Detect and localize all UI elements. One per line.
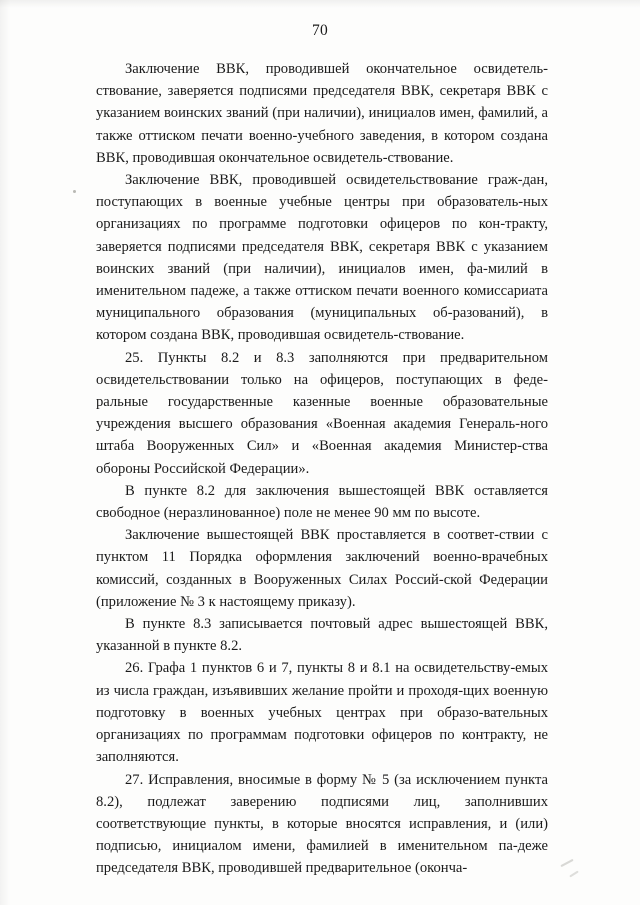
paragraph: Заключение вышестоящей ВВК проставляется в соответ-ствии с пунктом 11 Порядка оформления заключений военно-врачебных комиссий, созданных в Вооруженных Силах Россий-ской Федерации (приложение № 3 к настоящему приказу). xyxy=(96,527,548,610)
page-edge-shading-top xyxy=(0,0,640,8)
scan-artifact xyxy=(569,871,579,878)
scan-artifact xyxy=(560,859,573,867)
paragraph: 27. Исправления, вносимые в форму № 5 (за исключением пункта 8.2), подлежат заверению подписями лиц, заполнивших соответствующие пункты, в которые вносятся исправления, и (или) подписью, инициалом имени, фамилией в именительном па-деже председателя ВВК, проводившей предварительное (оконча- xyxy=(96,771,548,877)
paragraph: В пункте 8.2 для заключения вышестоящей ВВК оставляется свободное (неразлинованное) поле не менее 90 мм по высоте. xyxy=(96,482,548,522)
paragraph: 25. Пункты 8.2 и 8.3 заполняются при предварительном освидетельствовании только на офицеров, поступающих в феде-ральные государственные казенные военные образовательные учреждения высшего образования «Военная академия Генераль-ного штаба Вооруженных Сил» и «Военная академия Министер-ства обороны Российской Федерации». xyxy=(96,349,548,477)
paragraph: 26. Графа 1 пунктов 6 и 7, пункты 8 и 8.1 на освидетельству-емых из числа граждан, изъявивших желание пройти и проходя-щих военную подготовку в военных учебных центрах при образо-вательных организациях по программам подготовки офицеров по контракту, не заполняются. xyxy=(96,660,548,766)
paragraph: В пункте 8.3 записывается почтовый адрес вышестоящей ВВК, указанной в пункте 8.2. xyxy=(96,616,548,655)
paragraph: Заключение ВВК, проводившей освидетельствование граж-дан, поступающих в военные учебные центры при образователь-ных организациях по программе подготовки офицеров по кон-тракту, заверяется подписями председателя ВВК, секретаря ВВК с указанием воинских званий (при наличии), инициалов имен, фа-милий в именительном падеже, а также оттиском печати военного комиссариата муниципального образования (муниципальных об-разований), в котором создана ВВК, проводившая освидетель-ствование. xyxy=(96,172,548,344)
paragraph: Заключение ВВК, проводившей окончательное освидетель-ствование, заверяется подписями председателя ВВК, секретаря ВВК с указанием воинских званий (при наличии), инициалов имен, фамилий, а также оттиском печати военно-учебного заведения, в котором создана ВВК, проводившая окончательное освидетель-ствование. xyxy=(96,61,548,166)
document-body xyxy=(96,58,548,880)
page-edge-shading-left xyxy=(0,0,10,905)
scan-artifact xyxy=(73,190,76,193)
page-number: 70 xyxy=(312,22,328,39)
